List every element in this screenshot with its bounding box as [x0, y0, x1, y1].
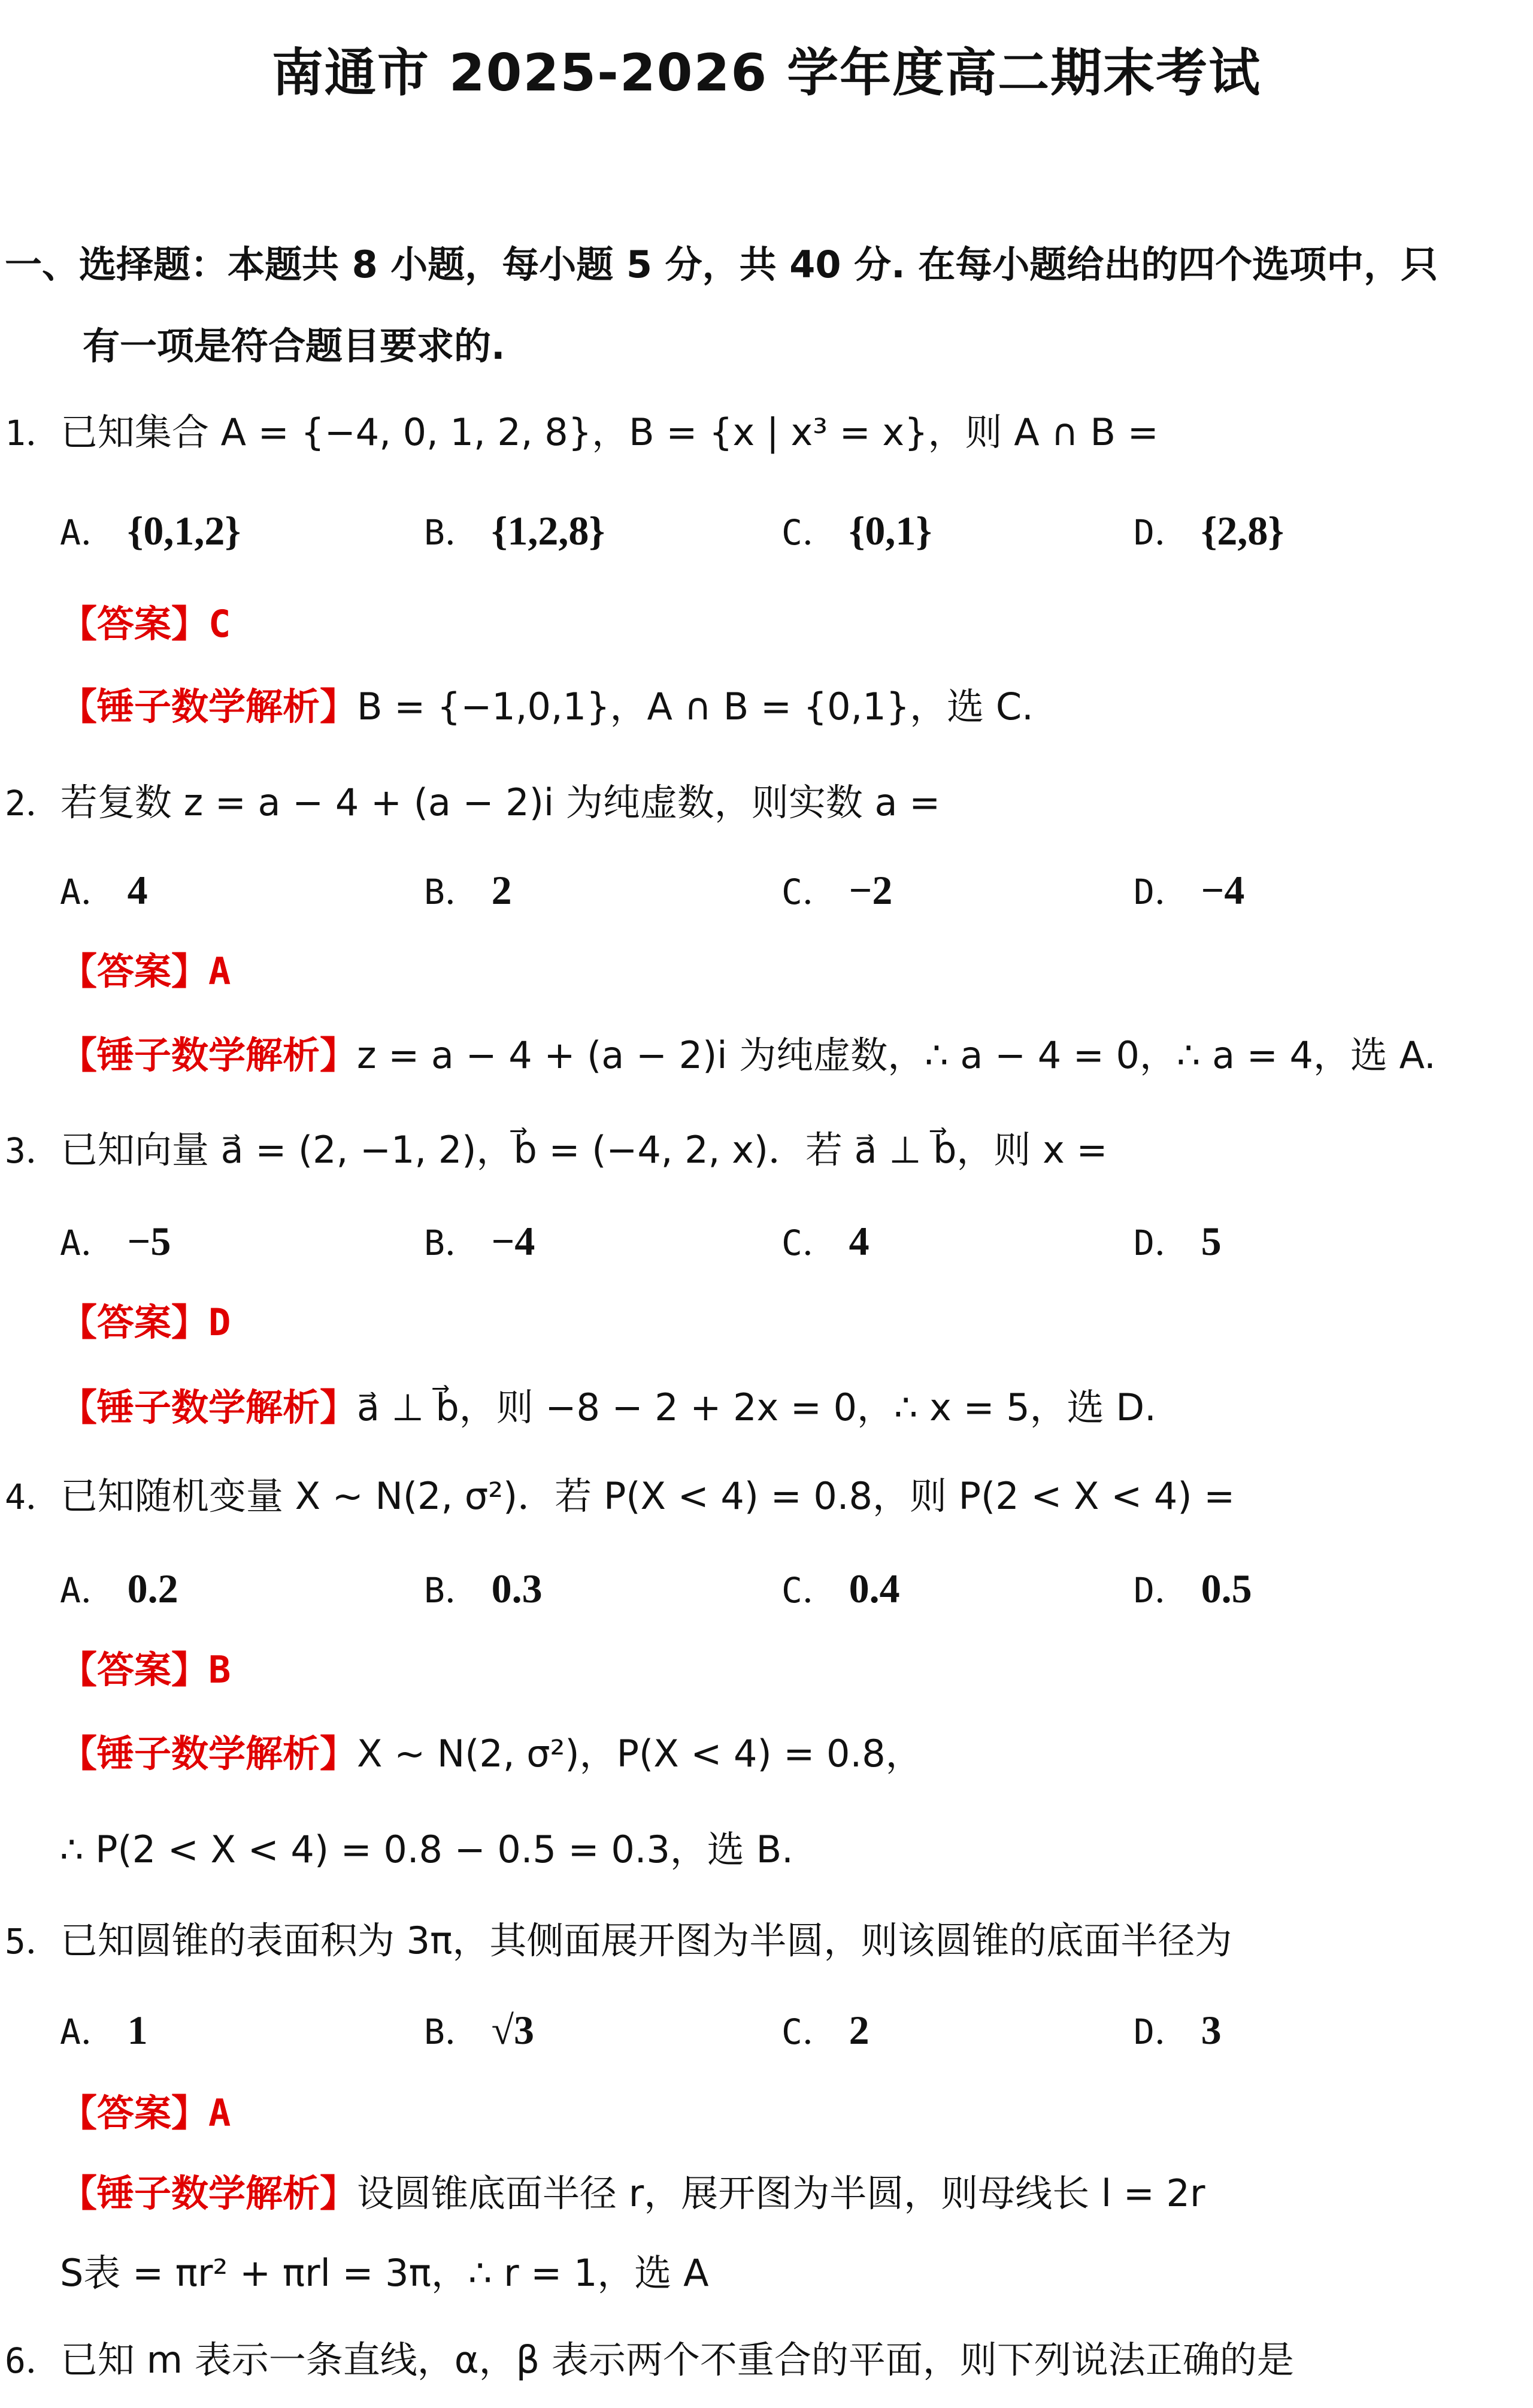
option-d: D． −4 — [1134, 867, 1245, 913]
option-d: D． 0.5 — [1134, 1566, 1252, 1611]
question-number: 1． — [5, 413, 60, 453]
question-number: 6． — [5, 2340, 60, 2381]
question-6 — [5, 2330, 1294, 2383]
analysis-line-2: ∴ P(2 < X < 4) = 0.8 − 0.5 = 0.3，选 B. — [60, 1828, 793, 1871]
question-stem: 已知圆锥的表面积为 3π，其侧面展开图为半圆，则该圆锥的底面半径为 — [60, 1919, 1232, 1962]
option-a: A． −5 — [60, 1218, 171, 1264]
option-a: A． {0,1,2} — [60, 508, 241, 553]
option-b: B． 0.3 — [424, 1566, 543, 1611]
option-a: A． 1 — [60, 2007, 148, 2053]
question-number: 4． — [5, 1477, 60, 1517]
question-5 — [5, 1911, 1232, 1964]
exam-title: 南通市 2025-2026 学年度高二期末考试 — [271, 43, 1262, 103]
option-b: B． −4 — [424, 1218, 535, 1264]
option-b: B． {1,2,8} — [424, 508, 605, 553]
analysis-line: 【锤子数学解析】设圆锥底面半径 r，展开图为半圆，则母线长 l = 2r — [60, 2171, 1205, 2215]
answer-line: 【答案】B — [60, 1648, 231, 1692]
question-stem: 已知集合 A = {−4, 0, 1, 2, 8}，B = {x | x³ = x}，则 A ∩ B = — [60, 410, 1159, 454]
section-heading-line2: 有一项是符合题目要求的. — [83, 324, 505, 368]
question-number: 3． — [5, 1130, 60, 1171]
analysis-line: 【锤子数学解析】B = {−1,0,1}，A ∩ B = {0,1}，选 C. — [60, 685, 1034, 728]
answer-line: 【答案】C — [60, 602, 231, 646]
analysis-line-2: S表 = πr² + πrl = 3π，∴ r = 1，选 A — [60, 2251, 709, 2295]
option-c: C． 0.4 — [781, 1566, 900, 1611]
question-3 — [5, 1120, 1108, 1173]
answer-line: 【答案】A — [60, 2091, 231, 2135]
question-4 — [5, 1466, 1235, 1520]
question-2 — [5, 773, 940, 826]
option-b: B． √3 — [424, 2007, 534, 2053]
option-c: C． 4 — [781, 1218, 869, 1264]
question-1 — [5, 403, 1159, 456]
answer-line: 【答案】D — [60, 1300, 231, 1344]
option-a: A． 4 — [60, 867, 148, 913]
question-stem: 已知 m 表示一条直线，α，β 表示两个不重合的平面，则下列说法正确的是 — [60, 2338, 1294, 2382]
section-heading-line1: 一、选择题：本题共 8 小题，每小题 5 分，共 40 分. 在每小题给出的四个选项中，只 — [5, 243, 1438, 286]
answer-line: 【答案】A — [60, 949, 231, 993]
question-number: 2． — [5, 783, 60, 824]
question-stem: 已知随机变量 X ~ N(2, σ²)．若 P(X < 4) = 0.8，则 P(2 < X < 4) = — [60, 1474, 1235, 1518]
analysis-line: 【锤子数学解析】a⃗ ⊥ b⃗，则 −8 − 2 + 2x = 0，∴ x = 5，选 D. — [60, 1385, 1156, 1429]
option-d: D． {2,8} — [1134, 508, 1284, 553]
option-d: D． 5 — [1134, 1218, 1222, 1264]
analysis-line: 【锤子数学解析】z = a − 4 + (a − 2)i 为纯虚数，∴ a − 4 = 0，∴ a = 4，选 A. — [60, 1033, 1436, 1077]
question-stem: 若复数 z = a − 4 + (a − 2)i 为纯虚数，则实数 a = — [60, 781, 941, 824]
question-number: 5． — [5, 1921, 60, 1962]
option-c: C． {0,1} — [781, 508, 932, 553]
option-b: B． 2 — [424, 867, 512, 913]
analysis-line: 【锤子数学解析】X ~ N(2, σ²)，P(X < 4) = 0.8， — [60, 1732, 923, 1775]
question-stem: 已知向量 a⃗ = (2, −1, 2)，b⃗ = (−4, 2, x)．若 a⃗ ⊥ b⃗，则 x = — [60, 1128, 1108, 1172]
option-c: C． −2 — [781, 867, 893, 913]
option-c: C． 2 — [781, 2007, 869, 2053]
option-a: A． 0.2 — [60, 1566, 178, 1611]
option-d: D． 3 — [1134, 2007, 1222, 2053]
